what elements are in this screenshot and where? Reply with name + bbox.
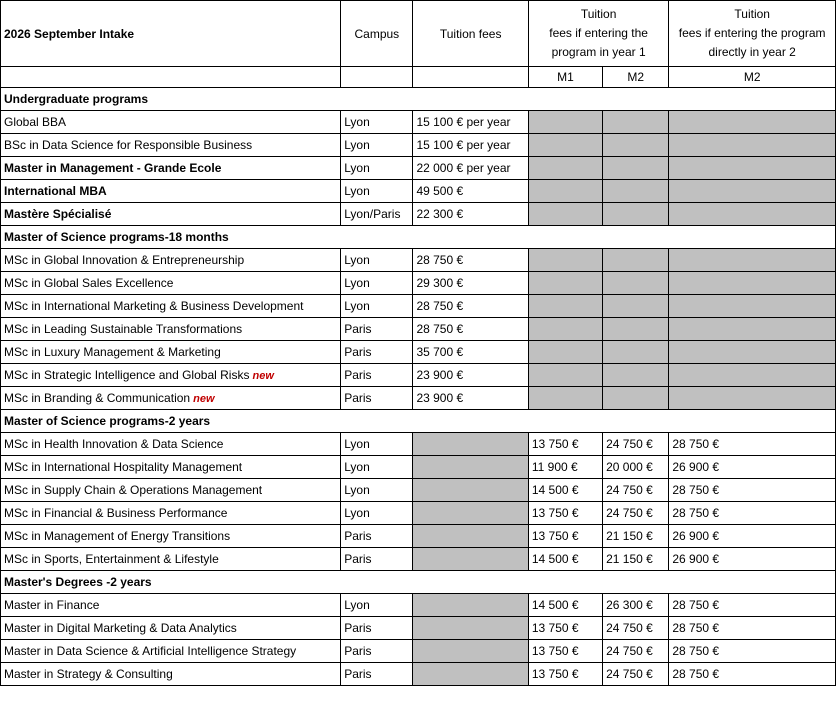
m2-fee-cell: 21 150 € <box>603 525 669 548</box>
tuition-fee-cell: 23 900 € <box>413 364 528 387</box>
empty-m1-cell <box>528 180 602 203</box>
m2-fee-cell: 24 750 € <box>603 640 669 663</box>
program-name: MSc in Branding & Communication new <box>1 387 341 410</box>
empty-m1-cell <box>528 272 602 295</box>
year2-fee-cell: 28 750 € <box>669 479 836 502</box>
program-name: MSc in International Hospitality Management <box>1 456 341 479</box>
table-row <box>1 341 836 364</box>
campus-cell: Lyon <box>341 272 413 295</box>
empty-year2-cell <box>669 111 836 134</box>
tuition-fee-cell: 49 500 € <box>413 180 528 203</box>
table-row <box>1 663 836 686</box>
empty-m2-cell <box>603 272 669 295</box>
page-title: 2026 September Intake <box>1 1 341 67</box>
campus-cell: Lyon <box>341 502 413 525</box>
campus-cell: Lyon <box>341 479 413 502</box>
empty-year2-cell <box>669 203 836 226</box>
empty-fee-cell <box>413 502 528 525</box>
subheader-row <box>1 67 836 88</box>
campus-cell: Lyon <box>341 594 413 617</box>
m1-fee-cell: 11 900 € <box>528 456 602 479</box>
empty-year2-cell <box>669 180 836 203</box>
table-row <box>1 456 836 479</box>
header-row <box>1 1 836 67</box>
tuition-fee-cell: 15 100 € per year <box>413 134 528 157</box>
campus-cell: Lyon <box>341 134 413 157</box>
empty-m2-cell <box>603 364 669 387</box>
empty-m2-cell <box>603 180 669 203</box>
year1-fees-header: Tuition fees if entering the program in year 1 <box>528 1 669 67</box>
m2-fee-cell: 24 750 € <box>603 663 669 686</box>
empty-year2-cell <box>669 249 836 272</box>
table-row <box>1 111 836 134</box>
empty-fee-cell <box>413 594 528 617</box>
m1-fee-cell: 13 750 € <box>528 525 602 548</box>
empty-m2-cell <box>603 318 669 341</box>
program-name: Master in Finance <box>1 594 341 617</box>
year2-fee-cell: 26 900 € <box>669 525 836 548</box>
campus-header: Campus <box>341 1 413 67</box>
program-name: BSc in Data Science for Responsible Business <box>1 134 341 157</box>
program-name: MSc in Health Innovation & Data Science <box>1 433 341 456</box>
m1-fee-cell: 14 500 € <box>528 479 602 502</box>
campus-cell: Lyon <box>341 433 413 456</box>
m1-fee-cell: 13 750 € <box>528 640 602 663</box>
empty-m2-cell <box>603 111 669 134</box>
program-name: Global BBA <box>1 111 341 134</box>
campus-cell: Lyon <box>341 111 413 134</box>
campus-cell: Paris <box>341 663 413 686</box>
year2-fee-cell: 28 750 € <box>669 617 836 640</box>
empty-year2-cell <box>669 341 836 364</box>
campus-cell: Lyon <box>341 456 413 479</box>
program-name: MSc in Financial & Business Performance <box>1 502 341 525</box>
campus-cell: Paris <box>341 525 413 548</box>
table-row <box>1 364 836 387</box>
m1-fee-cell: 13 750 € <box>528 617 602 640</box>
m1-fee-cell: 14 500 € <box>528 594 602 617</box>
campus-cell: Lyon <box>341 249 413 272</box>
empty-year2-cell <box>669 272 836 295</box>
program-name: Master in Digital Marketing & Data Analytics <box>1 617 341 640</box>
table-row <box>1 617 836 640</box>
m2-fee-cell: 24 750 € <box>603 433 669 456</box>
empty-year2-cell <box>669 318 836 341</box>
campus-cell: Paris <box>341 364 413 387</box>
program-name: Master in Data Science & Artificial Intelligence Strategy <box>1 640 341 663</box>
program-name: MSc in Strategic Intelligence and Global Risks new <box>1 364 341 387</box>
program-name: MSc in Management of Energy Transitions <box>1 525 341 548</box>
m2-header: M2 <box>603 67 669 88</box>
empty-m1-cell <box>528 341 602 364</box>
empty-m2-cell <box>603 157 669 180</box>
table-row <box>1 272 836 295</box>
empty-m1-cell <box>528 295 602 318</box>
empty-fee-cell <box>413 456 528 479</box>
empty-fee-cell <box>413 433 528 456</box>
m1-fee-cell: 13 750 € <box>528 433 602 456</box>
year2-fee-cell: 28 750 € <box>669 433 836 456</box>
empty-m2-cell <box>603 341 669 364</box>
empty-year2-cell <box>669 157 836 180</box>
year2-fee-cell: 28 750 € <box>669 640 836 663</box>
section-header: Master of Science programs-2 years <box>1 410 836 433</box>
empty-fee-cell <box>413 525 528 548</box>
campus-cell: Lyon/Paris <box>341 203 413 226</box>
program-name: MSc in Supply Chain & Operations Management <box>1 479 341 502</box>
tuition-fees-header: Tuition fees <box>413 1 528 67</box>
tuition-fee-cell: 35 700 € <box>413 341 528 364</box>
tuition-fee-cell: 22 300 € <box>413 203 528 226</box>
m1-header: M1 <box>528 67 602 88</box>
campus-cell: Paris <box>341 341 413 364</box>
m1-fee-cell: 14 500 € <box>528 548 602 571</box>
empty-m1-cell <box>528 249 602 272</box>
table-row <box>1 249 836 272</box>
empty-m1-cell <box>528 157 602 180</box>
empty-m1-cell <box>528 111 602 134</box>
empty-fee-cell <box>413 548 528 571</box>
table-row <box>1 295 836 318</box>
empty-fee-cell <box>413 479 528 502</box>
empty-m1-cell <box>528 134 602 157</box>
program-name: MSc in Leading Sustainable Transformations <box>1 318 341 341</box>
program-name: MSc in Sports, Entertainment & Lifestyle <box>1 548 341 571</box>
year2-fee-cell: 28 750 € <box>669 502 836 525</box>
tuition-fee-cell: 28 750 € <box>413 295 528 318</box>
campus-cell: Lyon <box>341 157 413 180</box>
empty-m1-cell <box>528 318 602 341</box>
program-name: MSc in Global Sales Excellence <box>1 272 341 295</box>
table-row <box>1 387 836 410</box>
table-row <box>1 548 836 571</box>
empty-year2-cell <box>669 364 836 387</box>
table-row <box>1 594 836 617</box>
section-header: Undergraduate programs <box>1 88 836 111</box>
new-badge: new <box>249 370 274 382</box>
table-row <box>1 203 836 226</box>
empty-m1-cell <box>528 364 602 387</box>
empty-year2-cell <box>669 134 836 157</box>
empty-m2-cell <box>603 387 669 410</box>
year2-fee-cell: 26 900 € <box>669 456 836 479</box>
campus-cell: Lyon <box>341 295 413 318</box>
program-name: International MBA <box>1 180 341 203</box>
section-header: Master of Science programs-18 months <box>1 226 836 249</box>
m2-fee-cell: 26 300 € <box>603 594 669 617</box>
empty-m1-cell <box>528 387 602 410</box>
year2-fees-header: Tuition fees if entering the program directly in year 2 <box>669 1 836 67</box>
empty-fee-cell <box>413 640 528 663</box>
table-row <box>1 640 836 663</box>
m1-fee-cell: 13 750 € <box>528 663 602 686</box>
campus-cell: Paris <box>341 617 413 640</box>
empty-year2-cell <box>669 295 836 318</box>
table-row <box>1 479 836 502</box>
empty-m2-cell <box>603 134 669 157</box>
table-row <box>1 525 836 548</box>
table-row <box>1 433 836 456</box>
empty-fee-cell <box>413 663 528 686</box>
tuition-fee-cell: 23 900 € <box>413 387 528 410</box>
year2-fee-cell: 28 750 € <box>669 663 836 686</box>
year2-fee-cell: 28 750 € <box>669 594 836 617</box>
empty-m2-cell <box>603 203 669 226</box>
empty-m2-cell <box>603 295 669 318</box>
m2-fee-cell: 21 150 € <box>603 548 669 571</box>
program-name: MSc in Luxury Management & Marketing <box>1 341 341 364</box>
program-name: Master in Management - Grande Ecole <box>1 157 341 180</box>
table-row <box>1 157 836 180</box>
campus-cell: Paris <box>341 318 413 341</box>
m2-fee-cell: 24 750 € <box>603 617 669 640</box>
m1-fee-cell: 13 750 € <box>528 502 602 525</box>
tuition-fee-cell: 28 750 € <box>413 249 528 272</box>
program-name: Mastère Spécialisé <box>1 203 341 226</box>
tuition-fee-cell: 15 100 € per year <box>413 111 528 134</box>
empty-m2-cell <box>603 249 669 272</box>
program-name: MSc in International Marketing & Business Development <box>1 295 341 318</box>
table-row <box>1 318 836 341</box>
campus-cell: Lyon <box>341 180 413 203</box>
campus-cell: Paris <box>341 640 413 663</box>
empty-year2-cell <box>669 387 836 410</box>
table-row <box>1 502 836 525</box>
campus-cell: Paris <box>341 387 413 410</box>
campus-cell: Paris <box>341 548 413 571</box>
table-row <box>1 134 836 157</box>
m2-fee-cell: 20 000 € <box>603 456 669 479</box>
m2-direct-header: M2 <box>669 67 836 88</box>
program-name: MSc in Global Innovation & Entrepreneurship <box>1 249 341 272</box>
tuition-fee-cell: 22 000 € per year <box>413 157 528 180</box>
table-row <box>1 180 836 203</box>
year2-fee-cell: 26 900 € <box>669 548 836 571</box>
empty-m1-cell <box>528 203 602 226</box>
empty-fee-cell <box>413 617 528 640</box>
program-name: Master in Strategy & Consulting <box>1 663 341 686</box>
m2-fee-cell: 24 750 € <box>603 502 669 525</box>
section-header: Master's Degrees -2 years <box>1 571 836 594</box>
new-badge: new <box>190 393 215 405</box>
m2-fee-cell: 24 750 € <box>603 479 669 502</box>
tuition-fee-cell: 29 300 € <box>413 272 528 295</box>
tuition-fee-cell: 28 750 € <box>413 318 528 341</box>
